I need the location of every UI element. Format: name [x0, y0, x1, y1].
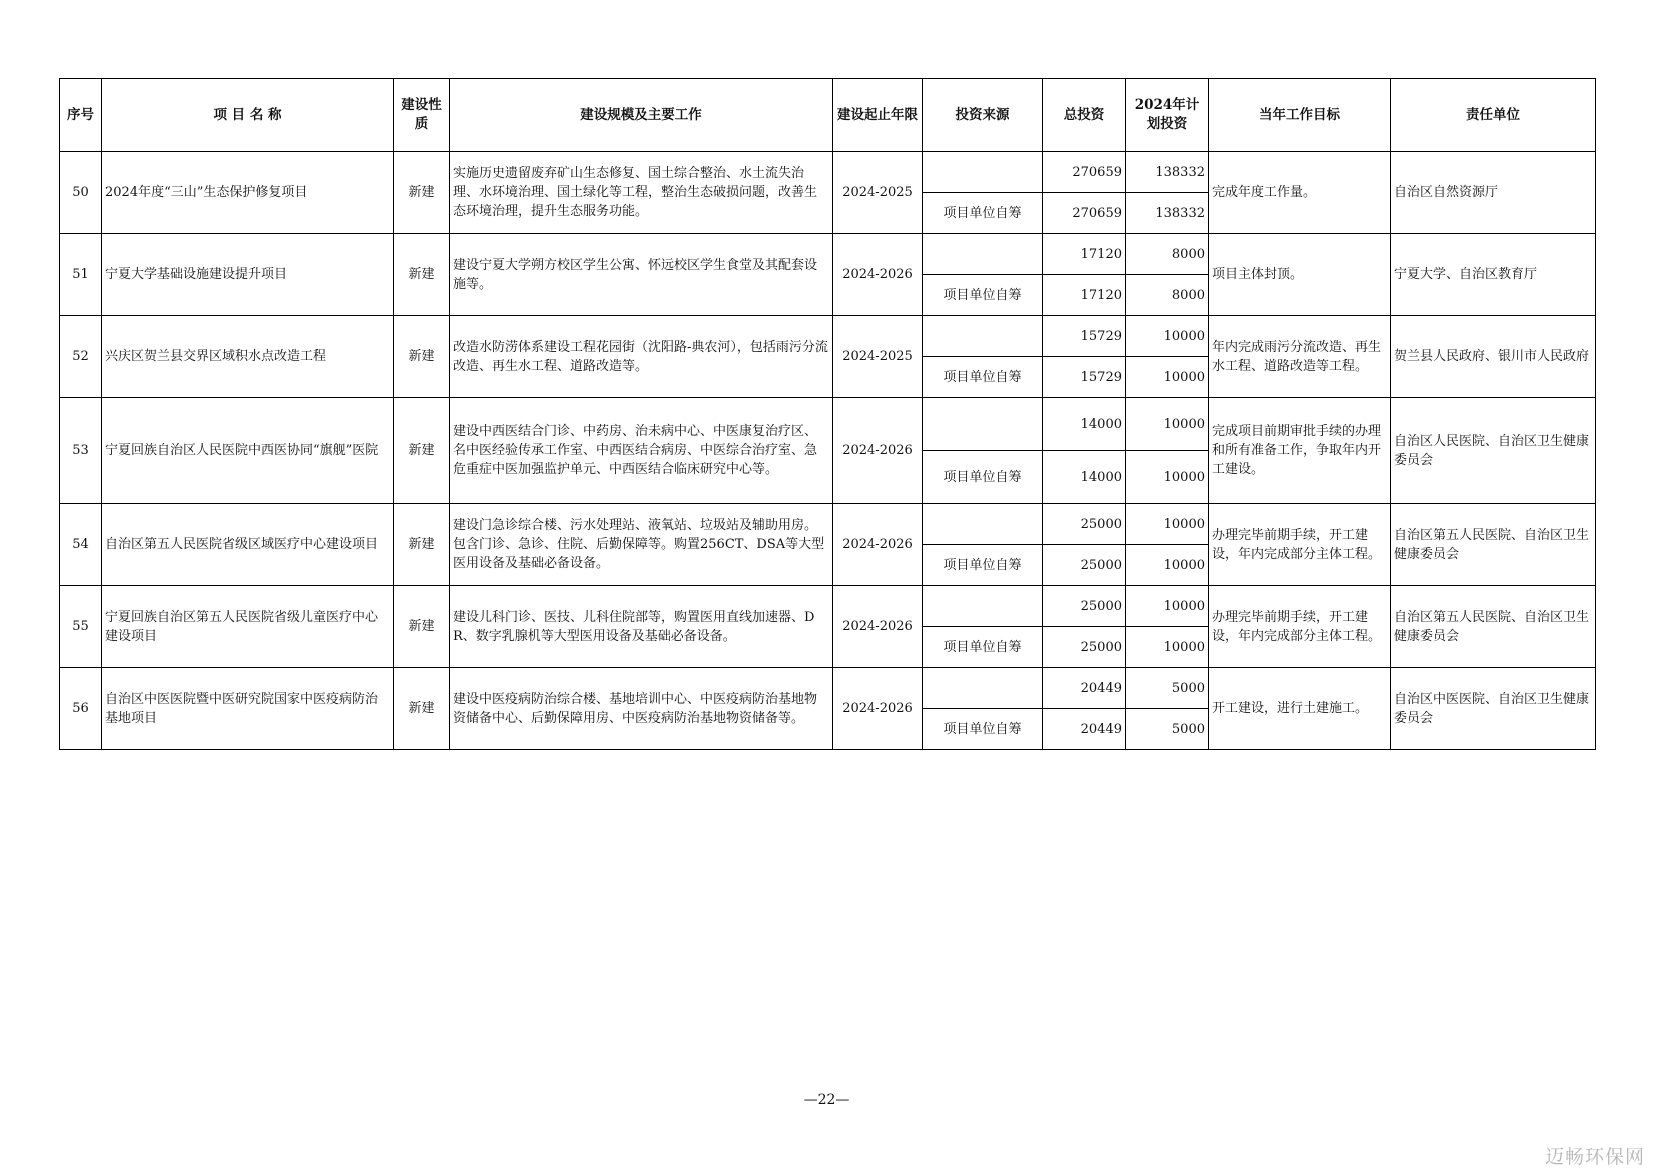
cell-name: 自治区第五人民医院省级区域医疗中心建设项目 [102, 504, 394, 586]
cell-goal: 项目主体封顶。 [1209, 234, 1391, 316]
cell-plan: 138332 [1126, 152, 1209, 193]
cell-plan: 5000 [1126, 668, 1209, 709]
cell-scope: 建设儿科门诊、医技、儿科住院部等，购置医用直线加速器、DR、数字乳腺机等大型医用设备及基础必备设备。 [450, 586, 833, 668]
cell-plan-sub: 10000 [1126, 451, 1209, 504]
cell-total-sub: 17120 [1043, 275, 1126, 316]
cell-nature: 新建 [394, 586, 450, 668]
cell-seq: 51 [60, 234, 102, 316]
cell-plan-sub: 8000 [1126, 275, 1209, 316]
cell-name: 宁夏回族自治区人民医院中西医协同“旗舰”医院 [102, 398, 394, 504]
cell-source-empty [923, 668, 1043, 709]
table-row [60, 668, 1596, 709]
cell-seq: 55 [60, 586, 102, 668]
cell-source-empty [923, 234, 1043, 275]
cell-source-empty [923, 504, 1043, 545]
project-table [59, 78, 1596, 750]
cell-source: 项目单位自筹 [923, 193, 1043, 234]
header-plan: 2024年计划投资 [1126, 79, 1209, 152]
cell-seq: 50 [60, 152, 102, 234]
cell-plan: 10000 [1126, 586, 1209, 627]
page-number: —22— [803, 1092, 850, 1108]
cell-period: 2024-2026 [833, 234, 923, 316]
cell-plan-sub: 10000 [1126, 627, 1209, 668]
header-seq: 序号 [60, 79, 102, 152]
cell-total-sub: 25000 [1043, 627, 1126, 668]
cell-period: 2024-2026 [833, 668, 923, 750]
cell-source-empty [923, 398, 1043, 451]
cell-name: 宁夏大学基础设施建设提升项目 [102, 234, 394, 316]
cell-source: 项目单位自筹 [923, 545, 1043, 586]
cell-plan-sub: 10000 [1126, 545, 1209, 586]
cell-seq: 56 [60, 668, 102, 750]
cell-total: 270659 [1043, 152, 1126, 193]
table-row [60, 316, 1596, 357]
cell-total: 14000 [1043, 398, 1126, 451]
cell-scope: 实施历史遗留废弃矿山生态修复、国土综合整治、水土流失治理、水环境治理、国土绿化等工程，整治生态破损问题，改善生态环境治理，提升生态服务功能。 [450, 152, 833, 234]
cell-period: 2024-2025 [833, 316, 923, 398]
cell-name: 2024年度“三山”生态保护修复项目 [102, 152, 394, 234]
cell-total-sub: 270659 [1043, 193, 1126, 234]
cell-seq: 53 [60, 398, 102, 504]
header-source: 投资来源 [923, 79, 1043, 152]
table-body [60, 152, 1596, 750]
cell-seq: 54 [60, 504, 102, 586]
header-scope: 建设规模及主要工作 [450, 79, 833, 152]
cell-source: 项目单位自筹 [923, 357, 1043, 398]
header-unit: 责任单位 [1391, 79, 1596, 152]
table-row [60, 586, 1596, 627]
cell-period: 2024-2026 [833, 398, 923, 504]
cell-goal: 办理完毕前期手续，开工建设，年内完成部分主体工程。 [1209, 504, 1391, 586]
cell-unit: 贺兰县人民政府、银川市人民政府 [1391, 316, 1596, 398]
cell-total-sub: 20449 [1043, 709, 1126, 750]
table-row [60, 152, 1596, 193]
cell-nature: 新建 [394, 504, 450, 586]
cell-nature: 新建 [394, 316, 450, 398]
cell-total: 25000 [1043, 504, 1126, 545]
cell-period: 2024-2026 [833, 504, 923, 586]
cell-goal: 完成年度工作量。 [1209, 152, 1391, 234]
cell-goal: 办理完毕前期手续，开工建设，年内完成部分主体工程。 [1209, 586, 1391, 668]
cell-total: 20449 [1043, 668, 1126, 709]
cell-unit: 自治区中医医院、自治区卫生健康委员会 [1391, 668, 1596, 750]
cell-nature: 新建 [394, 668, 450, 750]
cell-scope: 建设宁夏大学朔方校区学生公寓、怀远校区学生食堂及其配套设施等。 [450, 234, 833, 316]
cell-total: 15729 [1043, 316, 1126, 357]
cell-plan-sub: 138332 [1126, 193, 1209, 234]
cell-plan: 10000 [1126, 398, 1209, 451]
table-row [60, 504, 1596, 545]
cell-source: 项目单位自筹 [923, 451, 1043, 504]
cell-plan-sub: 5000 [1126, 709, 1209, 750]
table-row [60, 234, 1596, 275]
cell-period: 2024-2025 [833, 152, 923, 234]
cell-plan-sub: 10000 [1126, 357, 1209, 398]
table-row [60, 398, 1596, 451]
header-period: 建设起止年限 [833, 79, 923, 152]
cell-unit: 自治区人民医院、自治区卫生健康委员会 [1391, 398, 1596, 504]
cell-total: 17120 [1043, 234, 1126, 275]
cell-plan: 8000 [1126, 234, 1209, 275]
cell-unit: 宁夏大学、自治区教育厅 [1391, 234, 1596, 316]
cell-unit: 自治区第五人民医院、自治区卫生健康委员会 [1391, 504, 1596, 586]
cell-total: 25000 [1043, 586, 1126, 627]
cell-unit: 自治区自然资源厅 [1391, 152, 1596, 234]
cell-name: 宁夏回族自治区第五人民医院省级儿童医疗中心建设项目 [102, 586, 394, 668]
cell-source-empty [923, 152, 1043, 193]
cell-plan: 10000 [1126, 504, 1209, 545]
header-total: 总投资 [1043, 79, 1126, 152]
header-goal: 当年工作目标 [1209, 79, 1391, 152]
cell-name: 自治区中医医院暨中医研究院国家中医疫病防治基地项目 [102, 668, 394, 750]
cell-goal: 年内完成雨污分流改造、再生水工程、道路改造等工程。 [1209, 316, 1391, 398]
cell-nature: 新建 [394, 234, 450, 316]
cell-total-sub: 14000 [1043, 451, 1126, 504]
cell-scope: 建设中医疫病防治综合楼、基地培训中心、中医疫病防治基地物资储备中心、后勤保障用房、中医疫病防治基地物资储备等。 [450, 668, 833, 750]
cell-source: 项目单位自筹 [923, 709, 1043, 750]
cell-seq: 52 [60, 316, 102, 398]
cell-name: 兴庆区贺兰县交界区域积水点改造工程 [102, 316, 394, 398]
cell-total-sub: 15729 [1043, 357, 1126, 398]
cell-source: 项目单位自筹 [923, 275, 1043, 316]
cell-scope: 建设门急诊综合楼、污水处理站、液氧站、垃圾站及辅助用房。包含门诊、急诊、住院、后勤保障等。购置256CT、DSA等大型医用设备及基础必备设备。 [450, 504, 833, 586]
cell-nature: 新建 [394, 398, 450, 504]
cell-scope: 建设中西医结合门诊、中药房、治未病中心、中医康复治疗区、名中医经验传承工作室、中西医结合病房、中医综合治疗室、急危重症中医加强监护单元、中西医结合临床研究中心等。 [450, 398, 833, 504]
cell-source-empty [923, 586, 1043, 627]
cell-plan: 10000 [1126, 316, 1209, 357]
cell-scope: 改造水防涝体系建设工程花园街（沈阳路-典农河），包括雨污分流改造、再生水工程、道路改造等。 [450, 316, 833, 398]
cell-source: 项目单位自筹 [923, 627, 1043, 668]
cell-goal: 开工建设，进行土建施工。 [1209, 668, 1391, 750]
cell-nature: 新建 [394, 152, 450, 234]
cell-period: 2024-2026 [833, 586, 923, 668]
table-header-row [60, 79, 1596, 152]
cell-goal: 完成项目前期审批手续的办理和所有准备工作，争取年内开工建设。 [1209, 398, 1391, 504]
header-name: 项 目 名 称 [102, 79, 394, 152]
cell-total-sub: 25000 [1043, 545, 1126, 586]
cell-unit: 自治区第五人民医院、自治区卫生健康委员会 [1391, 586, 1596, 668]
watermark: 迈畅环保网 [1544, 1146, 1645, 1168]
cell-source-empty [923, 316, 1043, 357]
header-nature: 建设性质 [394, 79, 450, 152]
